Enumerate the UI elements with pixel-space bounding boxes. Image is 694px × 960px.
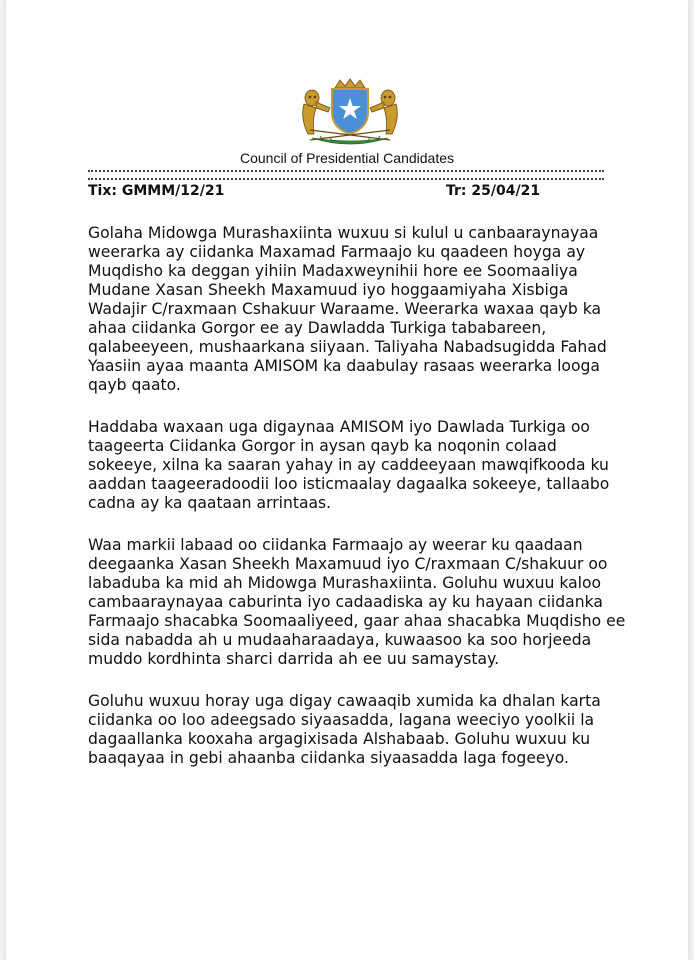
statement-body: [88, 224, 628, 791]
double-dotted-divider: [88, 170, 604, 180]
left-leopard: [303, 90, 330, 134]
organization-name: Council of Presidential Candidates: [239, 150, 454, 166]
paragraph: Golaha Midowga Murashaxiinta wuxuu si kulul u canbaaraynayaa weerarka ay ciidanka Maxamad Farmaajo ku qaadeen hoyga ay Muqdisho ka deggan yihiin Madaxweynihii hore ee Soomaaliya Mudane Xasan Sheekh Maxamuud iyo hoggaamiyaha Xisbiga Wadajir C/raxmaan Cshakuur Waraame. Weerarka waxaa qayb ka ahaa ciidanka Gorgor ee ay Dawladda Turkiga tababareen, qalabeeyeen, mushaarkana siiyaan. Taliyaha Nabadsugidda Fahad Yaasiin ayaa maanta AMISOM ka daabulay rasaas weerarka looga qayb qaato.: [88, 224, 607, 394]
document-date: Tr: 25/04/21: [446, 183, 541, 199]
right-leopard: [370, 90, 397, 134]
paragraph: Waa markii labaad oo ciidanka Farmaajo ay weerar ku qaadaan deegaanka Xasan Sheekh Maxamuud iyo C/raxmaan C/shakuur oo labaduba ka mid ah Midowga Murashaxiinta. Goluhu wuxuu kaloo cambaaraynayaa caburinta iyo cadaadiska ay ku hayaan ciidanka Farmaajo shacabka Soomaaliyeed, gaar ahaa shacabka Muqdisho ee sida nabadda ah u mudaaharaadaya, kuwaasoo ka soo horjeeda muddo kordhinta sharci darrida ah ee uu samaystay.: [88, 536, 626, 668]
reference-number: Tix: GMMM/12/21: [88, 183, 225, 199]
paragraph: Goluhu wuxuu horay uga digay cawaaqib xumida ka dhalan karta ciidanka oo loo adeegsado siyaasadda, lagana weeciyo yoolkii la dagaallanka kooxaha argagixisada Alshabaab. Goluhu wuxuu ku baaqayaa in gebi ahaanba ciidanka siyaasadda laga fogeeyo.: [88, 692, 601, 767]
coat-of-arms-emblem: [290, 78, 410, 148]
crown: [335, 79, 365, 88]
paragraph: Haddaba waxaan uga digaynaa AMISOM iyo Dawlada Turkiga oo taageerta Ciidanka Gorgor in aysan qayb ka noqonin colaad sokeeye, xilna ka saaran yahay in ay caddeeyaan mawqifkooda ku aaddan taageeradoodii loo isticmaalay dagaalka sokeeye, tallaabo cadna ay ka qaataan arrintaas.: [88, 418, 610, 512]
